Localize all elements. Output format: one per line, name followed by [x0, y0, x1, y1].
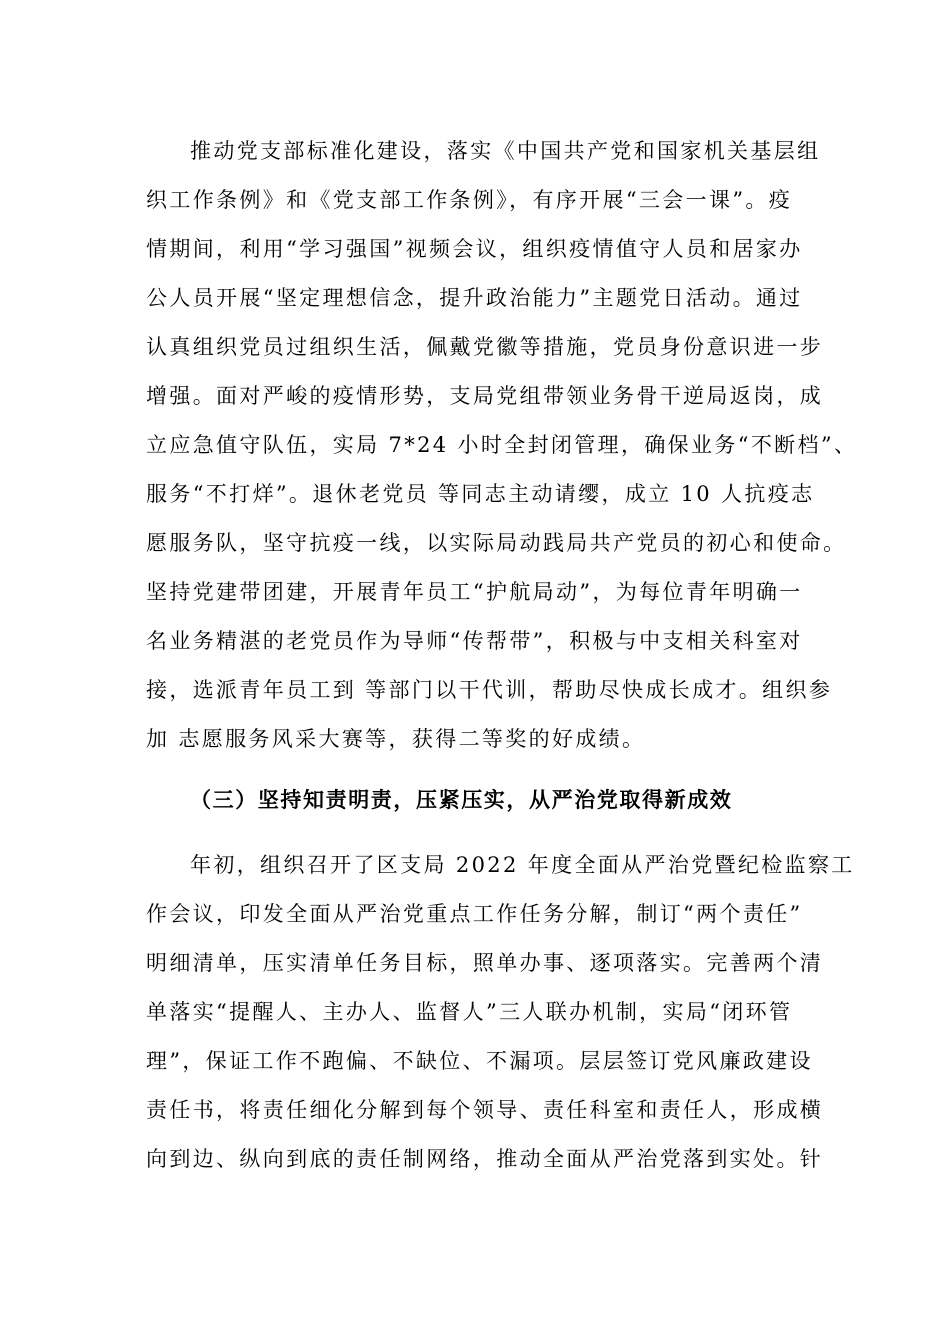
- paragraph-line: 认真组织党员过组织生活，佩戴党徽等措施，党员身份意识进一步: [146, 335, 824, 359]
- paragraph-line: 明细清单，压实清单任务目标，照单办事、逐项落实。完善两个清: [146, 951, 824, 975]
- paragraph-line: 推动党支部标准化建设，落实《中国共产党和国家机关基层组: [190, 139, 821, 163]
- paragraph-line: 情期间，利用“学习强国”视频会议，组织疫情值守人员和居家办: [146, 237, 803, 261]
- paragraph-line: 坚持党建带团建，开展青年员工“护航局动”，为每位青年明确一: [146, 580, 803, 604]
- paragraph-line: 责任书，将责任细化分解到每个领导、责任科室和责任人，形成横: [146, 1098, 824, 1122]
- paragraph-line: 作会议，印发全面从严治党重点工作任务分解，制订“两个责任”: [146, 902, 803, 926]
- paragraph-line: 年初，组织召开了区支局 2022 年度全面从严治党暨纪检监察工: [190, 853, 855, 877]
- paragraph-line: 名业务精湛的老党员作为导师“传帮带”，积极与中支相关科室对: [146, 629, 803, 653]
- paragraph-line: 向到边、纵向到底的责任制网络，推动全面从严治党落到实处。针: [146, 1147, 824, 1171]
- paragraph-line: 接，选派青年员工到 等部门以干代训，帮助尽快成长成才。组织参: [146, 678, 833, 702]
- paragraph-line: 立应急值守队伍，实局 7*24 小时全封闭管理，确保业务“不断档”、: [146, 433, 858, 457]
- paragraph-line: 公人员开展“坚定理想信念，提升政治能力”主题党日活动。通过: [146, 286, 803, 310]
- section-heading: （三）坚持知责明责，压紧压实，从严治党取得新成效: [190, 787, 733, 812]
- paragraph-line: 加 志愿服务风采大赛等，获得二等奖的好成绩。: [146, 727, 646, 751]
- paragraph-line: 服务“不打烊”。退休老党员 等同志主动请缨，成立 10 人抗疫志: [146, 482, 815, 506]
- paragraph-line: 增强。面对严峻的疫情形势，支局党组带领业务骨干逆局返岗，成: [146, 384, 824, 408]
- paragraph-line: 单落实“提醒人、主办人、监督人”三人联办机制，实局“闭环管: [146, 1000, 793, 1024]
- paragraph-line: 愿服务队，坚守抗疫一线，以实际局动践局共产党员的初心和使命。: [146, 531, 847, 555]
- paragraph-line: 织工作条例》和《党支部工作条例》，有序开展“三会一课”。疫: [146, 188, 793, 212]
- paragraph-line: 理”，保证工作不跑偏、不缺位、不漏项。层层签订党风廉政建设: [146, 1049, 813, 1073]
